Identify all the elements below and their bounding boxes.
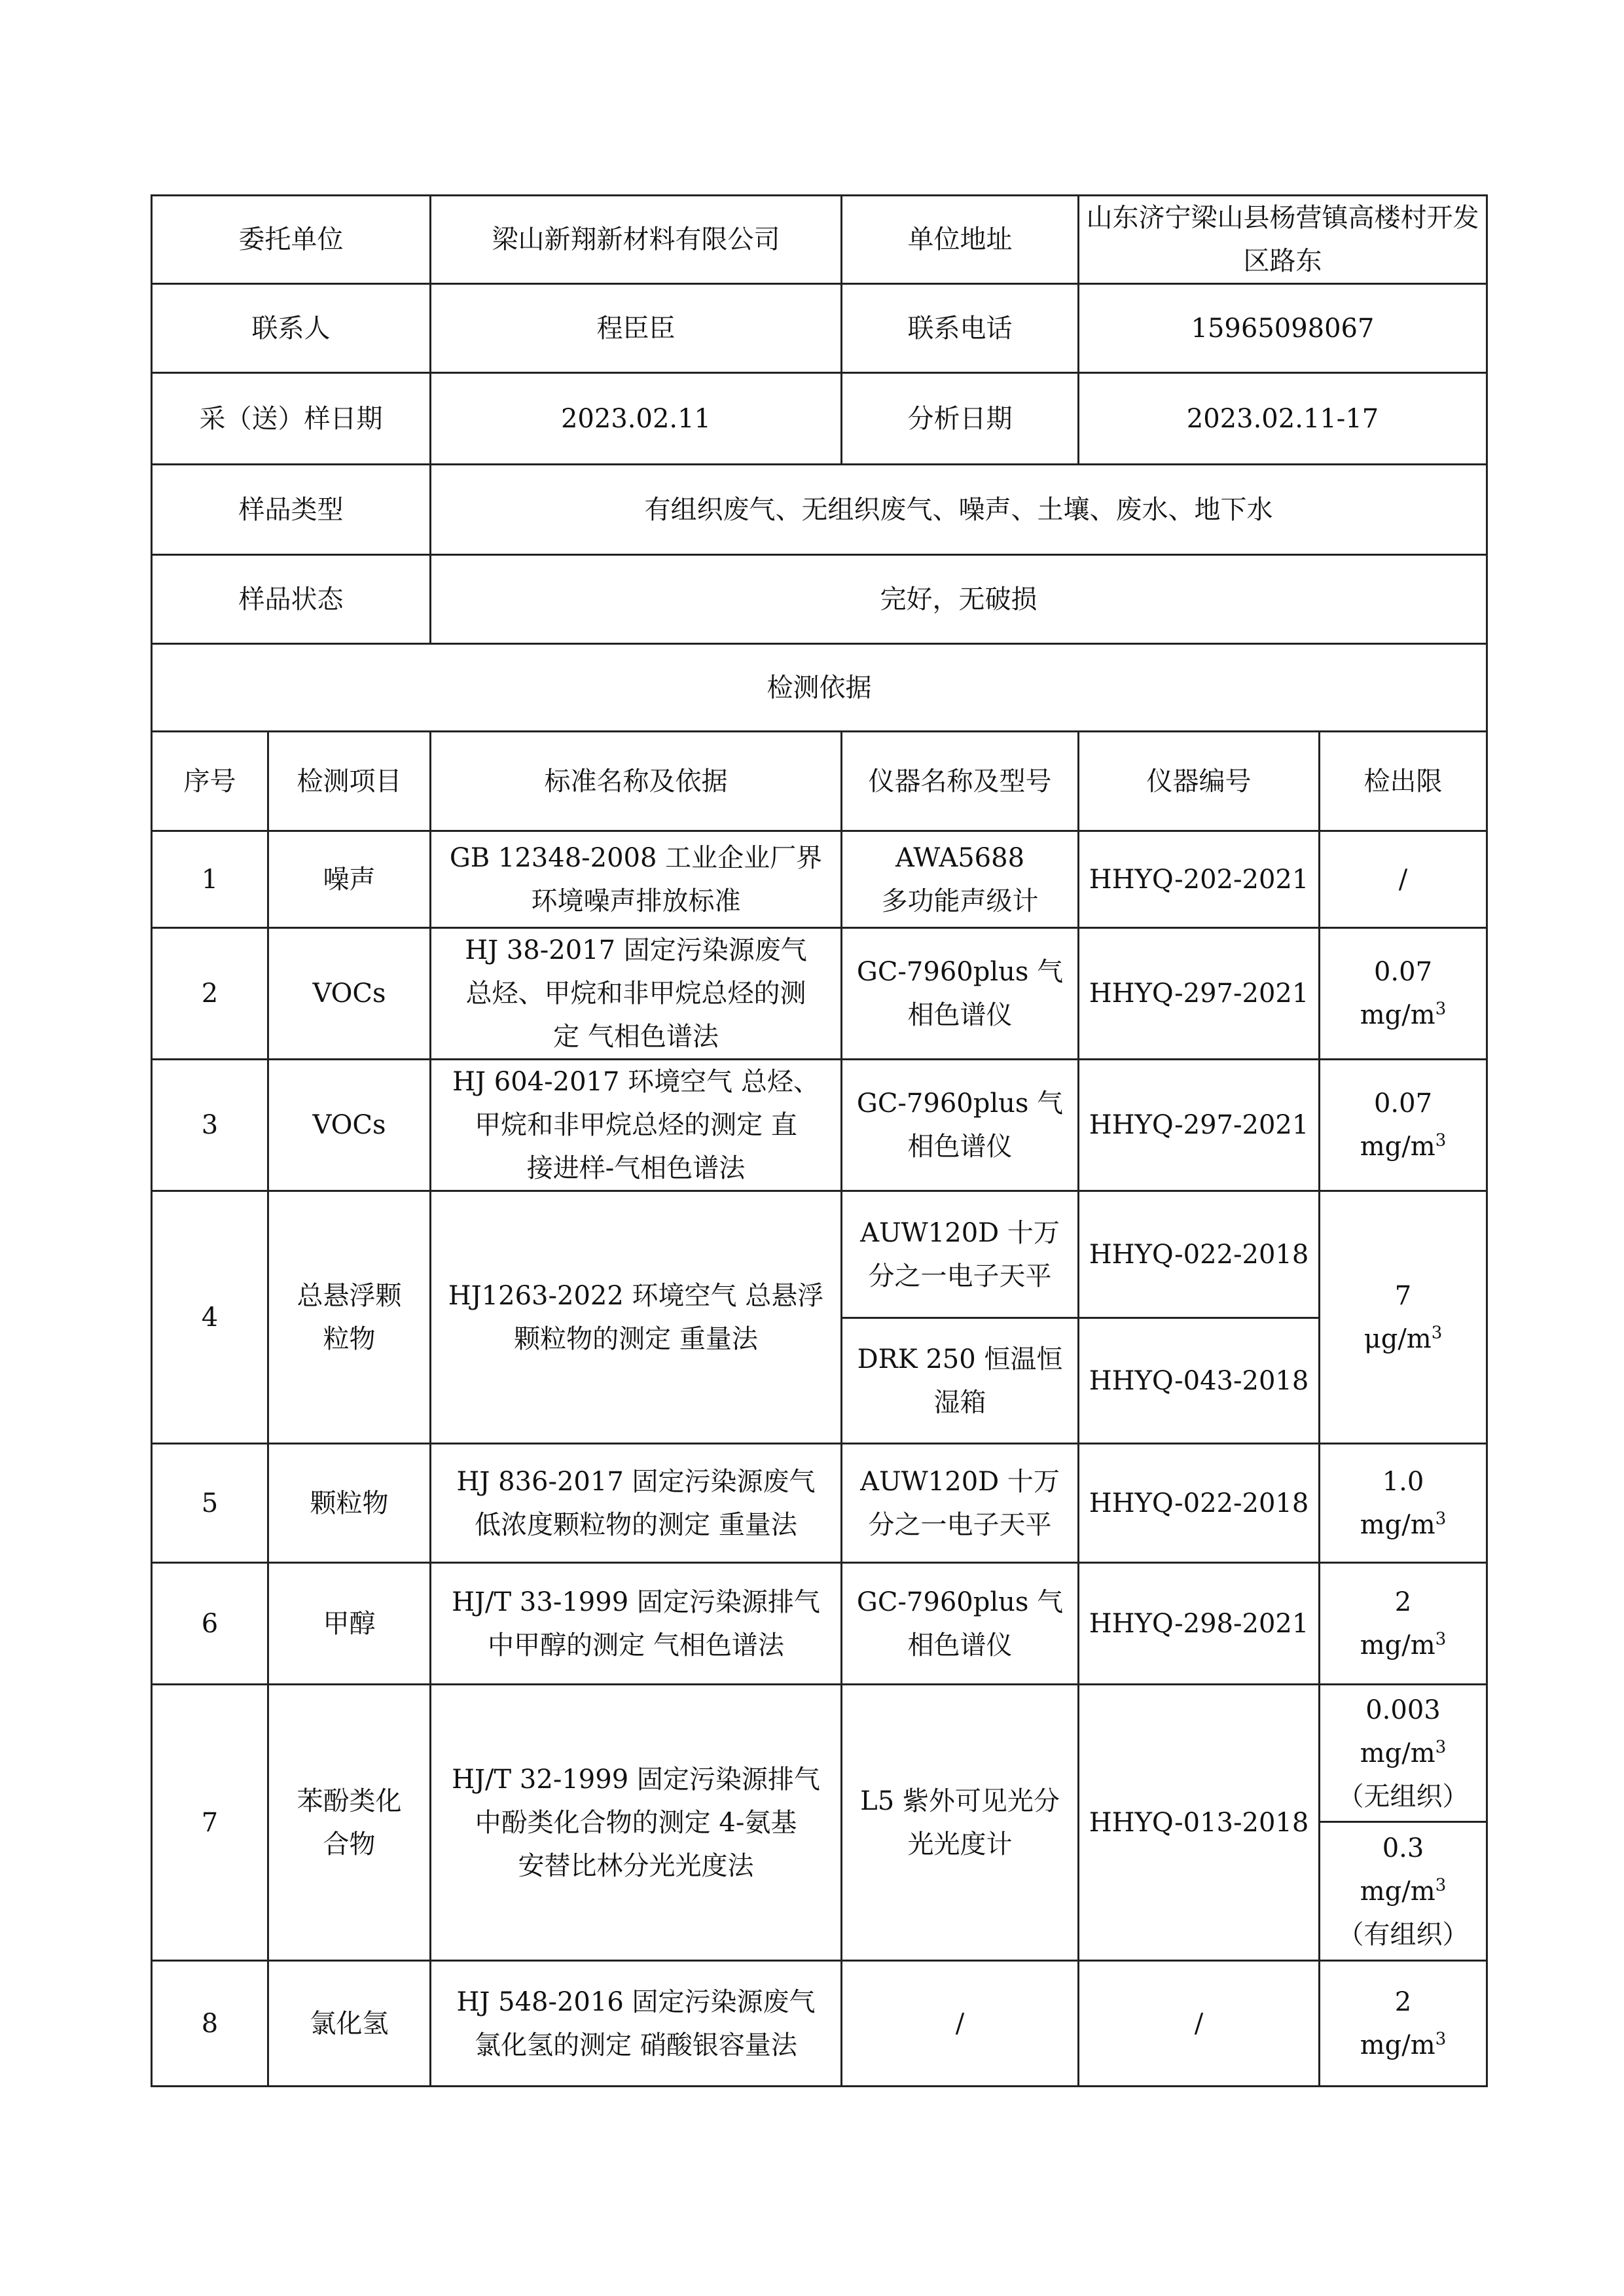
- row-item: VOCs: [268, 1060, 431, 1191]
- analysis-date-value: 2023.02.11-17: [1079, 373, 1487, 465]
- standard-line: HJ/T 33-1999 固定污染源排气: [452, 1587, 820, 1617]
- row-code: HHYQ-298-2021: [1079, 1563, 1320, 1685]
- row-instrument: [842, 1318, 1079, 1444]
- header-cell: 序号: [152, 732, 268, 831]
- item-line: 合物: [323, 1829, 376, 1859]
- header-cell: 标准名称及依据: [431, 732, 842, 831]
- limit-value: 0.3: [1382, 1833, 1424, 1863]
- client-label: 委托单位: [152, 196, 431, 284]
- instrument-line: AUW120D 十万: [860, 1466, 1060, 1497]
- row-code: /: [1079, 1961, 1320, 2087]
- instrument-line: 分之一电子天平: [868, 1261, 1052, 1291]
- sample-type-label: 样品类型: [152, 465, 431, 555]
- limit-note: （无组织）: [1337, 1781, 1469, 1812]
- standard-line: 接进样-气相色谱法: [526, 1153, 746, 1183]
- phone-label: 联系电话: [842, 284, 1079, 373]
- table-row: [152, 1685, 1487, 1822]
- row-instrument: [842, 1563, 1079, 1685]
- address-label: 单位地址: [842, 196, 1079, 284]
- limit-value: 7: [1394, 1280, 1412, 1311]
- instrument-line: 光光度计: [907, 1829, 1013, 1859]
- limit-note: （有组织）: [1337, 1919, 1469, 1950]
- table-row: [152, 1961, 1487, 2087]
- header-cell: 仪器名称及型号: [842, 732, 1079, 831]
- limit-unit: $mg/m^3$: [1360, 1737, 1447, 1768]
- client-row: [152, 196, 1487, 284]
- row-item: 氯化氢: [268, 1961, 431, 2087]
- row-number: 7: [152, 1685, 268, 1961]
- standard-line: 环境噪声排放标准: [531, 886, 741, 916]
- row-instrument: [842, 1060, 1079, 1191]
- instrument-line: GC-7960plus 气: [856, 957, 1064, 987]
- row-code: HHYQ-043-2018: [1079, 1318, 1320, 1444]
- row-standard: [431, 1961, 842, 2087]
- table-row: [152, 1563, 1487, 1685]
- table-row: [152, 1444, 1487, 1563]
- row-code: HHYQ-013-2018: [1079, 1685, 1320, 1961]
- row-item: 甲醇: [268, 1563, 431, 1685]
- sampling-date-label: 采（送）样日期: [152, 373, 431, 465]
- limit-value: 0.003: [1365, 1695, 1441, 1725]
- standard-line: HJ1263-2022 环境空气 总悬浮: [448, 1280, 824, 1311]
- basis-title-row: [152, 644, 1487, 732]
- item-line: 苯酚类化: [297, 1785, 402, 1816]
- instrument-line: GC-7960plus 气: [856, 1587, 1064, 1617]
- row-code: HHYQ-022-2018: [1079, 1444, 1320, 1563]
- row-limit: [1320, 928, 1487, 1060]
- table-row: [152, 1060, 1487, 1191]
- row-number: 8: [152, 1961, 268, 2087]
- standard-line: HJ 836-2017 固定污染源废气: [456, 1466, 816, 1497]
- row-number: 6: [152, 1563, 268, 1685]
- instrument-line: AWA5688: [895, 842, 1025, 873]
- standard-line: 颗粒物的测定 重量法: [514, 1323, 758, 1354]
- row-limit: [1320, 1060, 1487, 1191]
- contact-value: 程臣臣: [431, 284, 842, 373]
- client-value: 梁山新翔新材料有限公司: [431, 196, 842, 284]
- sample-type-row: [152, 465, 1487, 555]
- row-limit: [1320, 1191, 1487, 1444]
- row-instrument: [842, 1685, 1079, 1961]
- instrument-line: 分之一电子天平: [868, 1509, 1052, 1540]
- row-instrument: /: [842, 1961, 1079, 2087]
- limit-unit: $mg/m^3$: [1360, 1629, 1447, 1660]
- standard-line: HJ 548-2016 固定污染源废气: [456, 1986, 816, 2017]
- row-code: HHYQ-022-2018: [1079, 1191, 1320, 1318]
- instrument-line: GC-7960plus 气: [856, 1088, 1064, 1119]
- limit-unit: $\mu g/m^3$: [1363, 1323, 1443, 1354]
- address-line: 区路东: [1243, 246, 1322, 276]
- header-cell: 仪器编号: [1079, 732, 1320, 831]
- row-code: HHYQ-297-2021: [1079, 928, 1320, 1060]
- standard-line: 甲烷和非甲烷总烃的测定 直: [475, 1110, 797, 1140]
- row-number: 2: [152, 928, 268, 1060]
- report-table: [151, 194, 1488, 2087]
- phone-value: 15965098067: [1079, 284, 1487, 373]
- instrument-line: 相色谱仪: [907, 1132, 1013, 1162]
- standard-line: HJ/T 32-1999 固定污染源排气: [452, 1764, 820, 1795]
- item-line: 粒物: [323, 1323, 376, 1354]
- row-number: 4: [152, 1191, 268, 1444]
- limit-unit: $mg/m^3$: [1360, 1130, 1447, 1162]
- table-row: [152, 831, 1487, 928]
- row-standard: [431, 1685, 842, 1961]
- row-number: 1: [152, 831, 268, 928]
- row-number: 5: [152, 1444, 268, 1563]
- basis-title: 检测依据: [152, 644, 1487, 732]
- row-instrument: [842, 1191, 1079, 1318]
- standard-line: 安替比林分光光度法: [518, 1850, 754, 1881]
- row-code: HHYQ-297-2021: [1079, 1060, 1320, 1191]
- instrument-line: DRK 250 恒温恒: [857, 1344, 1063, 1374]
- limit-unit: $mg/m^3$: [1360, 1509, 1447, 1540]
- sampling-date-value: 2023.02.11: [431, 373, 842, 465]
- instrument-line: 相色谱仪: [907, 1000, 1013, 1030]
- standard-line: GB 12348-2008 工业企业厂界: [449, 842, 823, 873]
- row-limit: [1320, 1444, 1487, 1563]
- address-line: 山东济宁梁山县杨营镇高楼村开发: [1086, 203, 1479, 233]
- limit-value: 0.07: [1373, 1088, 1433, 1119]
- sample-state-value: 完好，无破损: [431, 555, 1487, 644]
- row-standard: [431, 1191, 842, 1444]
- sample-state-label: 样品状态: [152, 555, 431, 644]
- instrument-line: L5 紫外可见光分: [860, 1785, 1060, 1816]
- row-standard: [431, 1444, 842, 1563]
- row-standard: [431, 1563, 842, 1685]
- row-instrument: [842, 831, 1079, 928]
- row-standard: [431, 928, 842, 1060]
- sample-type-value: 有组织废气、无组织废气、噪声、土壤、废水、地下水: [431, 465, 1487, 555]
- instrument-line: AUW120D 十万: [860, 1217, 1060, 1248]
- contact-row: [152, 284, 1487, 373]
- standard-line: 氯化氢的测定 硝酸银容量法: [475, 2030, 797, 2060]
- row-limit: [1320, 1685, 1487, 1822]
- row-item: 颗粒物: [268, 1444, 431, 1563]
- standard-line: HJ 38-2017 固定污染源废气: [465, 935, 807, 965]
- standard-line: 总烃、甲烷和非甲烷总烃的测: [465, 978, 806, 1009]
- row-item: [268, 1191, 431, 1444]
- limit-unit: $mg/m^3$: [1360, 2029, 1447, 2060]
- item-line: 总悬浮颗: [297, 1280, 402, 1311]
- instrument-line: 相色谱仪: [907, 1630, 1013, 1660]
- limit-value: 2: [1394, 1587, 1412, 1617]
- standard-line: 定 气相色谱法: [553, 1022, 719, 1052]
- date-row: [152, 373, 1487, 465]
- row-standard: [431, 1060, 842, 1191]
- analysis-date-label: 分析日期: [842, 373, 1079, 465]
- row-code: HHYQ-202-2021: [1079, 831, 1320, 928]
- row-instrument: [842, 928, 1079, 1060]
- sample-state-row: [152, 555, 1487, 644]
- instrument-line: 湿箱: [933, 1387, 986, 1418]
- table-row: [152, 928, 1487, 1060]
- row-limit: [1320, 1961, 1487, 2087]
- limit-value: 2: [1394, 1986, 1412, 2017]
- standard-line: 中甲醇的测定 气相色谱法: [488, 1630, 784, 1660]
- table-row: [152, 1191, 1487, 1318]
- contact-label: 联系人: [152, 284, 431, 373]
- limit-unit: $mg/m^3$: [1360, 999, 1447, 1030]
- row-limit: /: [1320, 831, 1487, 928]
- row-limit: [1320, 1822, 1487, 1961]
- row-item: 噪声: [268, 831, 431, 928]
- header-cell: 检出限: [1320, 732, 1487, 831]
- standard-line: HJ 604-2017 环境空气 总烃、: [452, 1067, 820, 1097]
- row-item: [268, 1685, 431, 1961]
- row-instrument: [842, 1444, 1079, 1563]
- row-standard: [431, 831, 842, 928]
- limit-value: 0.07: [1373, 957, 1433, 987]
- address-value: [1079, 196, 1487, 284]
- limit-unit: $mg/m^3$: [1360, 1875, 1447, 1907]
- instrument-line: 多功能声级计: [881, 886, 1039, 916]
- header-cell: 检测项目: [268, 732, 431, 831]
- basis-header-row: [152, 732, 1487, 831]
- standard-line: 中酚类化合物的测定 4-氨基: [475, 1807, 797, 1838]
- row-number: 3: [152, 1060, 268, 1191]
- row-limit: [1320, 1563, 1487, 1685]
- limit-value: 1.0: [1382, 1466, 1424, 1497]
- standard-line: 低浓度颗粒物的测定 重量法: [475, 1509, 797, 1540]
- row-item: VOCs: [268, 928, 431, 1060]
